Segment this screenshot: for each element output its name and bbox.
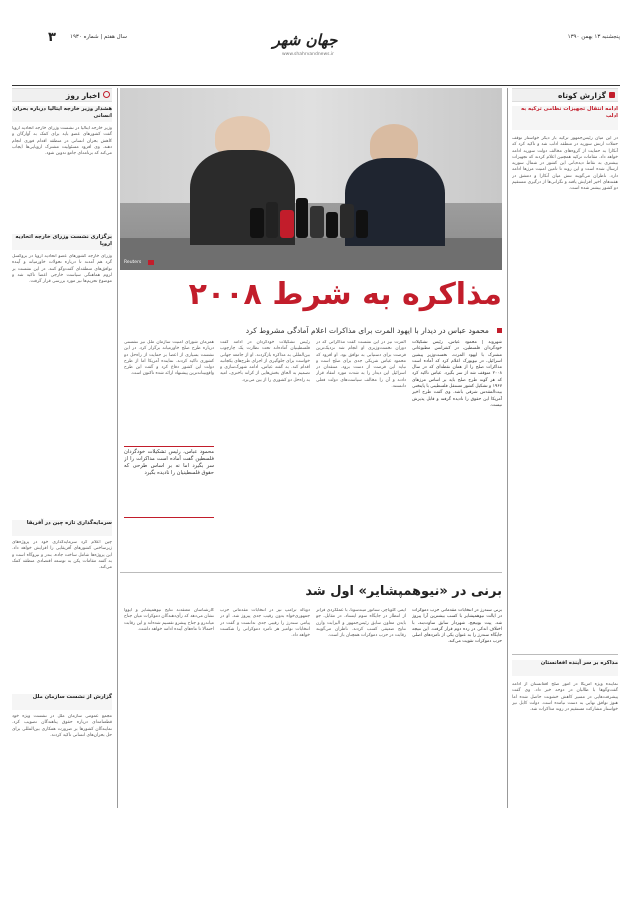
main-col-3: رئیس تشکیلات خودگردان در ادامه گفت فلسطینیان آماده‌اند تحت نظارت یک چارچوب بین‌المللی به مذاکره بازگردند. او از جامعه جهانی خواست برای جلوگیری از اجرای طرح‌های یکجانبه اقدام کند. به گفته عباس، ادامه شهرک‌سازی و تصمیم به الحاق بخش‌هایی از کرانه باختری، امید به راه‌حل دو کشوری را از بین می‌برد. — [220, 340, 310, 383]
main-headline — [120, 274, 502, 316]
masthead-website[interactable]: www.shahrvandnews.ir — [281, 52, 335, 57]
story2-col-2: ایمی کلوباچر، سناتور مینه‌سوتا، با عملکردی فراتر از انتظار در جایگاه سوم ایستاد. در مقابل، جو بایدن معاون سابق رئیس‌جمهور و الیزابت وارن نتایج ضعیفی کسب کردند. ناظران می‌گویند رقابت در حزب دموکرات همچنان باز است. — [316, 608, 406, 639]
left-story3-headline[interactable]: سرمایه‌گذاری تازه چین در آفریقا — [12, 520, 112, 536]
story-divider — [120, 572, 502, 573]
left-story1-body: وزیر خارجه ایتالیا در نشست وزرای خارجه اتحادیه اروپا گفت کشورهای عضو باید برای کمک به آوارگان و کاهش بحران انسانی در منطقه اقدام فوری انجام دهند. وی افزود مسئولیت مشترک اروپایی‌ها ایجاب می‌کند که برنامه‌ای جامع تدوین شود. — [12, 126, 112, 157]
sun-icon — [103, 91, 110, 98]
right-story2-body: نماینده ویژه آمریکا در امور صلح افغانستان از ادامه گفت‌وگوها با طالبان در دوحه خبر داد. وی گفت پیشرفت‌هایی در مسیر کاهش خشونت حاصل شده اما هنوز توافق نهایی به دست نیامده است. دولت کابل نیز خواستار مشارکت مستقیم در روند مذاکرات شد. — [512, 682, 618, 713]
right-story1-body: در این میان رئیس‌جمهور ترکیه بار دیگر خواستار توقف حملات ارتش سوریه در منطقه ادلب شد و تاکید کرد که آنکارا به حمایت از گروه‌های مخالف دولت سوریه ادامه خواهد داد. مقامات ترکیه همچنین اعلام کردند که تجهیزات بیشتری به نقاط دیده‌بانی این کشور در شمال سوریه ارسال شده است و این روند تا تامین امنیت مرزها ادامه دارد. ناظران می‌گویند تنش میان آنکارا و دمشق در هفته‌های اخیر افزایش یافته و نگرانی‌ها از درگیری مستقیم دو کشور بیشتر شده است. — [512, 136, 618, 192]
main-photo — [120, 88, 502, 270]
pull-quote — [124, 446, 214, 518]
left-story3-body: چین اعلام کرد سرمایه‌گذاری خود در پروژه‌های زیرساختی کشورهای آفریقایی را افزایش خواهد داد. این پروژه‌ها شامل ساخت جاده، بندر و نیروگاه است و به گفته مقامات پکن به توسعه اقتصادی منطقه کمک می‌کند. — [12, 540, 112, 571]
right-divider — [512, 654, 618, 655]
main-subhead-text: محمود عباس در دیدار با ایهود المرت برای مذاکرات اعلام آمادگی مشروط کرد — [245, 326, 489, 335]
main-headline-text: مذاکره به شرط ۲۰۰۸ — [188, 277, 502, 312]
photo-credit: Reuters — [124, 260, 142, 265]
left-sidebar-title: اخبار روز — [65, 91, 100, 100]
right-sidebar-title: گزارش کوتاه — [558, 91, 606, 100]
left-story2-body: وزرای خارجه کشورهای عضو اتحادیه اروپا در بروکسل گرد هم آمدند تا درباره تحولات خاورمیانه و آینده توافق‌های منطقه‌ای گفت‌وگو کنند. در این نشست بر لزوم هماهنگی سیاست خارجی اعضا تاکید شد و موضوع تحریم‌ها نیز مورد بررسی قرار گرفت. — [12, 254, 112, 285]
column-divider-right — [507, 88, 508, 808]
second-headline-text: برنی در «نیوهمپشایر» اول شد — [305, 584, 502, 599]
right-sidebar-header — [512, 88, 618, 102]
right-story1-headline[interactable]: ادامه انتقال تجهیزات نظامی ترکیه به ادلب — [512, 106, 618, 130]
subhead-marker-icon — [497, 328, 502, 333]
pull-quote-text: محمود عباس، رئیس تشکیلات خودگردان فلسطین گفت آماده است مذاکرات را از سر بگیرد اما نه بر اساس طرحی که حقوق فلسطینیان را نادیده بگیرد — [124, 449, 214, 476]
story2-col-4: کارشناسان معتقدند نتایج نیوهمپشایر و آیووا نشان می‌دهد که رأی‌دهندگان دموکرات میان جناح میانه‌رو و جناح پیشرو تقسیم شده‌اند و این رقابت احتمالا تا ماه‌های آینده ادامه خواهد داشت. — [124, 608, 214, 632]
masthead — [10, 30, 620, 70]
microphones — [250, 198, 380, 246]
main-col-2: المرت نیز در این نشست گفت مذاکراتی که در دوران نخست‌وزیری او انجام شد نزدیک‌ترین فرصت برای دستیابی به توافق بود. او افزود که محمود عباس شریکی جدی برای صلح است و نباید این فرصت از دست برود. منتقدان در اسرائیل این دیدار را به شدت مورد انتقاد قرار دادند و آن را مخالف سیاست‌های دولت فعلی دانستند. — [316, 340, 406, 390]
report-icon — [609, 92, 615, 98]
main-col-1: شهروند | محمود عباس، رئیس تشکیلات خودگردان فلسطین، در کنفرانس مطبوعاتی مشترک با ایهود المرت، نخست‌وزیر پیشین اسرائیل، در نیویورک اعلام کرد که آماده است مذاکرات صلح را از همان نقطه‌ای که در سال ۲۰۰۸ متوقف شد از سر بگیرد. عباس تاکید کرد که هر گونه طرح صلح باید بر اساس مرزهای ۱۹۶۷ و تشکیل کشور مستقل فلسطینی با پایتختی بیت‌المقدس شرقی باشد. وی گفت طرح اخیر آمریکا این حقوق را نادیده گرفته و قابل پذیرش نیست. — [412, 340, 502, 408]
right-sidebar — [512, 88, 618, 808]
column-divider-left — [117, 88, 118, 808]
story2-col-3: دونالد ترامپ نیز در انتخابات مقدماتی حزب جمهوری‌خواه بدون رقیب جدی پیروز شد. او در پیامی سندرز را رقیبی جدی ندانست و گفت در انتخابات نوامبر هر نامزد دموکراتی را شکست خواهد داد. — [220, 608, 310, 639]
page-number: ۳ — [48, 30, 56, 45]
masthead-date: پنجشنبه ۱۳ بهمن ۱۳۹۰ — [567, 34, 620, 40]
main-col-4: همزمان شورای امنیت سازمان ملل نیز نشستی درباره طرح صلح خاورمیانه برگزار کرد. در این نشست بسیاری از اعضا بر حمایت از راه‌حل دو کشوری تاکید کردند. نماینده آمریکا اما از طرح دولت این کشور دفاع کرد و گفت این طرح واقع‌بینانه‌ترین پیشنهاد ارائه شده تاکنون است. — [124, 340, 214, 377]
backdrop — [120, 88, 502, 203]
main-subhead — [120, 318, 502, 335]
camera-icon — [148, 260, 154, 265]
left-sidebar-header — [12, 88, 112, 102]
left-story2-headline[interactable]: برگزاری نشست وزرای خارجه اتحادیه اروپا — [12, 234, 112, 250]
left-story4-headline[interactable]: گزارش از نشست سازمان ملل — [12, 694, 112, 710]
left-sidebar — [12, 88, 112, 808]
masthead-logo — [260, 30, 350, 52]
left-story1-headline[interactable]: هشدار وزیر خارجه ایتالیا درباره بحران انسانی — [12, 106, 112, 122]
story2-col-1: برنی سندرز در انتخابات مقدماتی حزب دموکرات در ایالت نیوهمپشایر با کسب بیشترین آرا پیروز شد. پیت بوتیجج، شهردار سابق ساوت‌بند، با اختلاف اندکی در رده دوم قرار گرفت. این نتیجه جایگاه سندرز را به عنوان یکی از نامزدهای اصلی حزب دموکرات تقویت می‌کند. — [412, 608, 502, 645]
left-story4-body: مجمع عمومی سازمان ملل در نشست ویژه خود قطعنامه‌ای درباره حقوق پناهندگان تصویب کرد. نمایندگان کشورها بر ضرورت همکاری بین‌المللی برای حل بحران‌های انسانی تاکید کردند. — [12, 714, 112, 738]
masthead-issue: سال هفتم | شماره ۱۹۳۰ — [70, 34, 127, 40]
masthead-rule — [12, 85, 620, 86]
logo-text: جهان شهر — [272, 31, 338, 49]
second-headline — [120, 580, 502, 602]
right-story2-headline[interactable]: مذاکره بر سر آینده افغانستان — [512, 660, 618, 676]
